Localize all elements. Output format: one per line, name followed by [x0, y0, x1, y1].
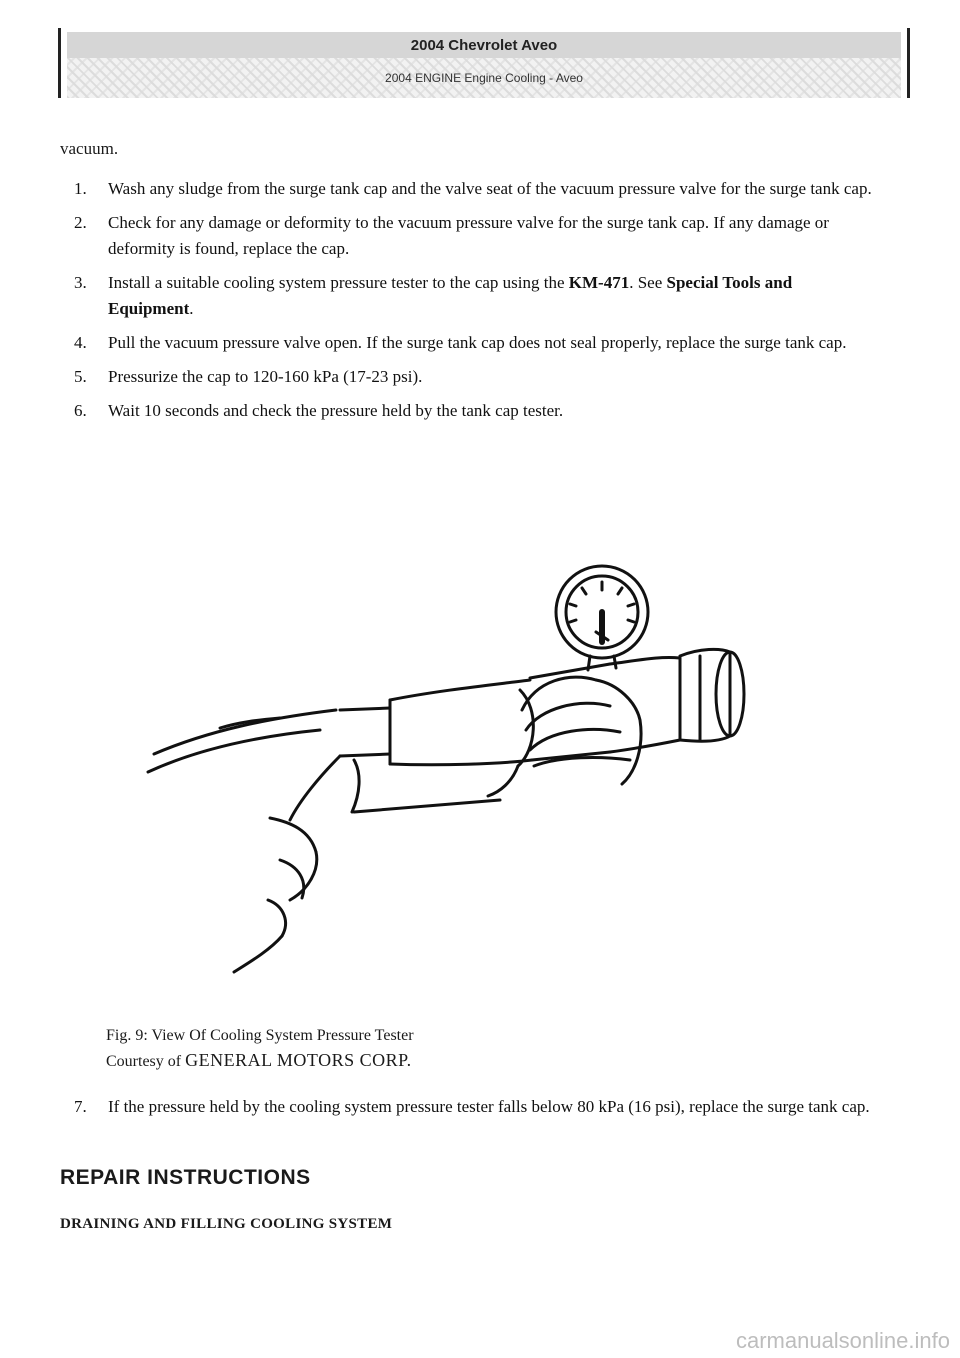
site-watermark: carmanualsonline.info [735, 1328, 950, 1353]
step-number: 7. [74, 1097, 87, 1116]
step-item [60, 270, 880, 322]
step-number: 3. [74, 273, 87, 292]
step-item [60, 398, 880, 424]
step-number: 4. [74, 333, 87, 352]
caption-source: GENERAL MOTORS CORP. [185, 1050, 412, 1070]
step-text: . See [629, 273, 667, 292]
header-title: 2004 Chevrolet Aveo [67, 32, 901, 60]
step-item [60, 330, 880, 356]
step-text: Install a suitable cooling system pressure tester to the cap using the [108, 273, 569, 292]
figure-caption [106, 1024, 414, 1074]
step-number: 6. [74, 401, 87, 420]
step-text: Check for any damage or deformity to the vacuum pressure valve for the surge tank cap. If any damage or deformity is found, replace the cap. [108, 213, 829, 258]
lead-text: vacuum. [60, 139, 119, 158]
subsection-heading: DRAINING AND FILLING COOLING SYSTEM [60, 1216, 393, 1232]
step-text: Pressurize the cap to 120-160 kPa (17-23 psi). [108, 367, 423, 386]
pressure-tester-illustration [140, 560, 760, 980]
step-number: 1. [74, 179, 87, 198]
special-tools-link[interactable]: Special Tools and Equipment [108, 273, 793, 318]
page-header [58, 28, 910, 98]
step-text: Wash any sludge from the surge tank cap and the valve seat of the vacuum pressure valve for the surge tank cap. [108, 179, 872, 198]
procedure-steps-continued [60, 1094, 890, 1120]
caption-prefix: Courtesy of [106, 1053, 186, 1070]
header-subtitle: 2004 ENGINE Engine Cooling - Aveo [67, 58, 901, 98]
caption-title: Fig. 9: View Of Cooling System Pressure Tester [106, 1027, 414, 1044]
step-item [60, 176, 880, 202]
caption-credit [106, 1048, 414, 1074]
step-text: Pull the vacuum pressure valve open. If the surge tank cap does not seal properly, replace the surge tank cap. [108, 333, 847, 352]
section-heading: REPAIR INSTRUCTIONS [60, 1166, 311, 1189]
step-number: 2. [74, 213, 87, 232]
step-text: . [189, 299, 194, 318]
step-item [60, 210, 880, 262]
step-item [60, 1094, 890, 1120]
step-item [60, 364, 880, 390]
step-text: If the pressure held by the cooling system pressure tester falls below 80 kPa (16 psi), replace the surge tank cap. [108, 1097, 870, 1116]
procedure-steps [60, 176, 880, 432]
tool-reference: KM-471 [568, 273, 630, 292]
step-number: 5. [74, 367, 87, 386]
step-text: Wait 10 seconds and check the pressure held by the tank cap tester. [108, 401, 564, 420]
